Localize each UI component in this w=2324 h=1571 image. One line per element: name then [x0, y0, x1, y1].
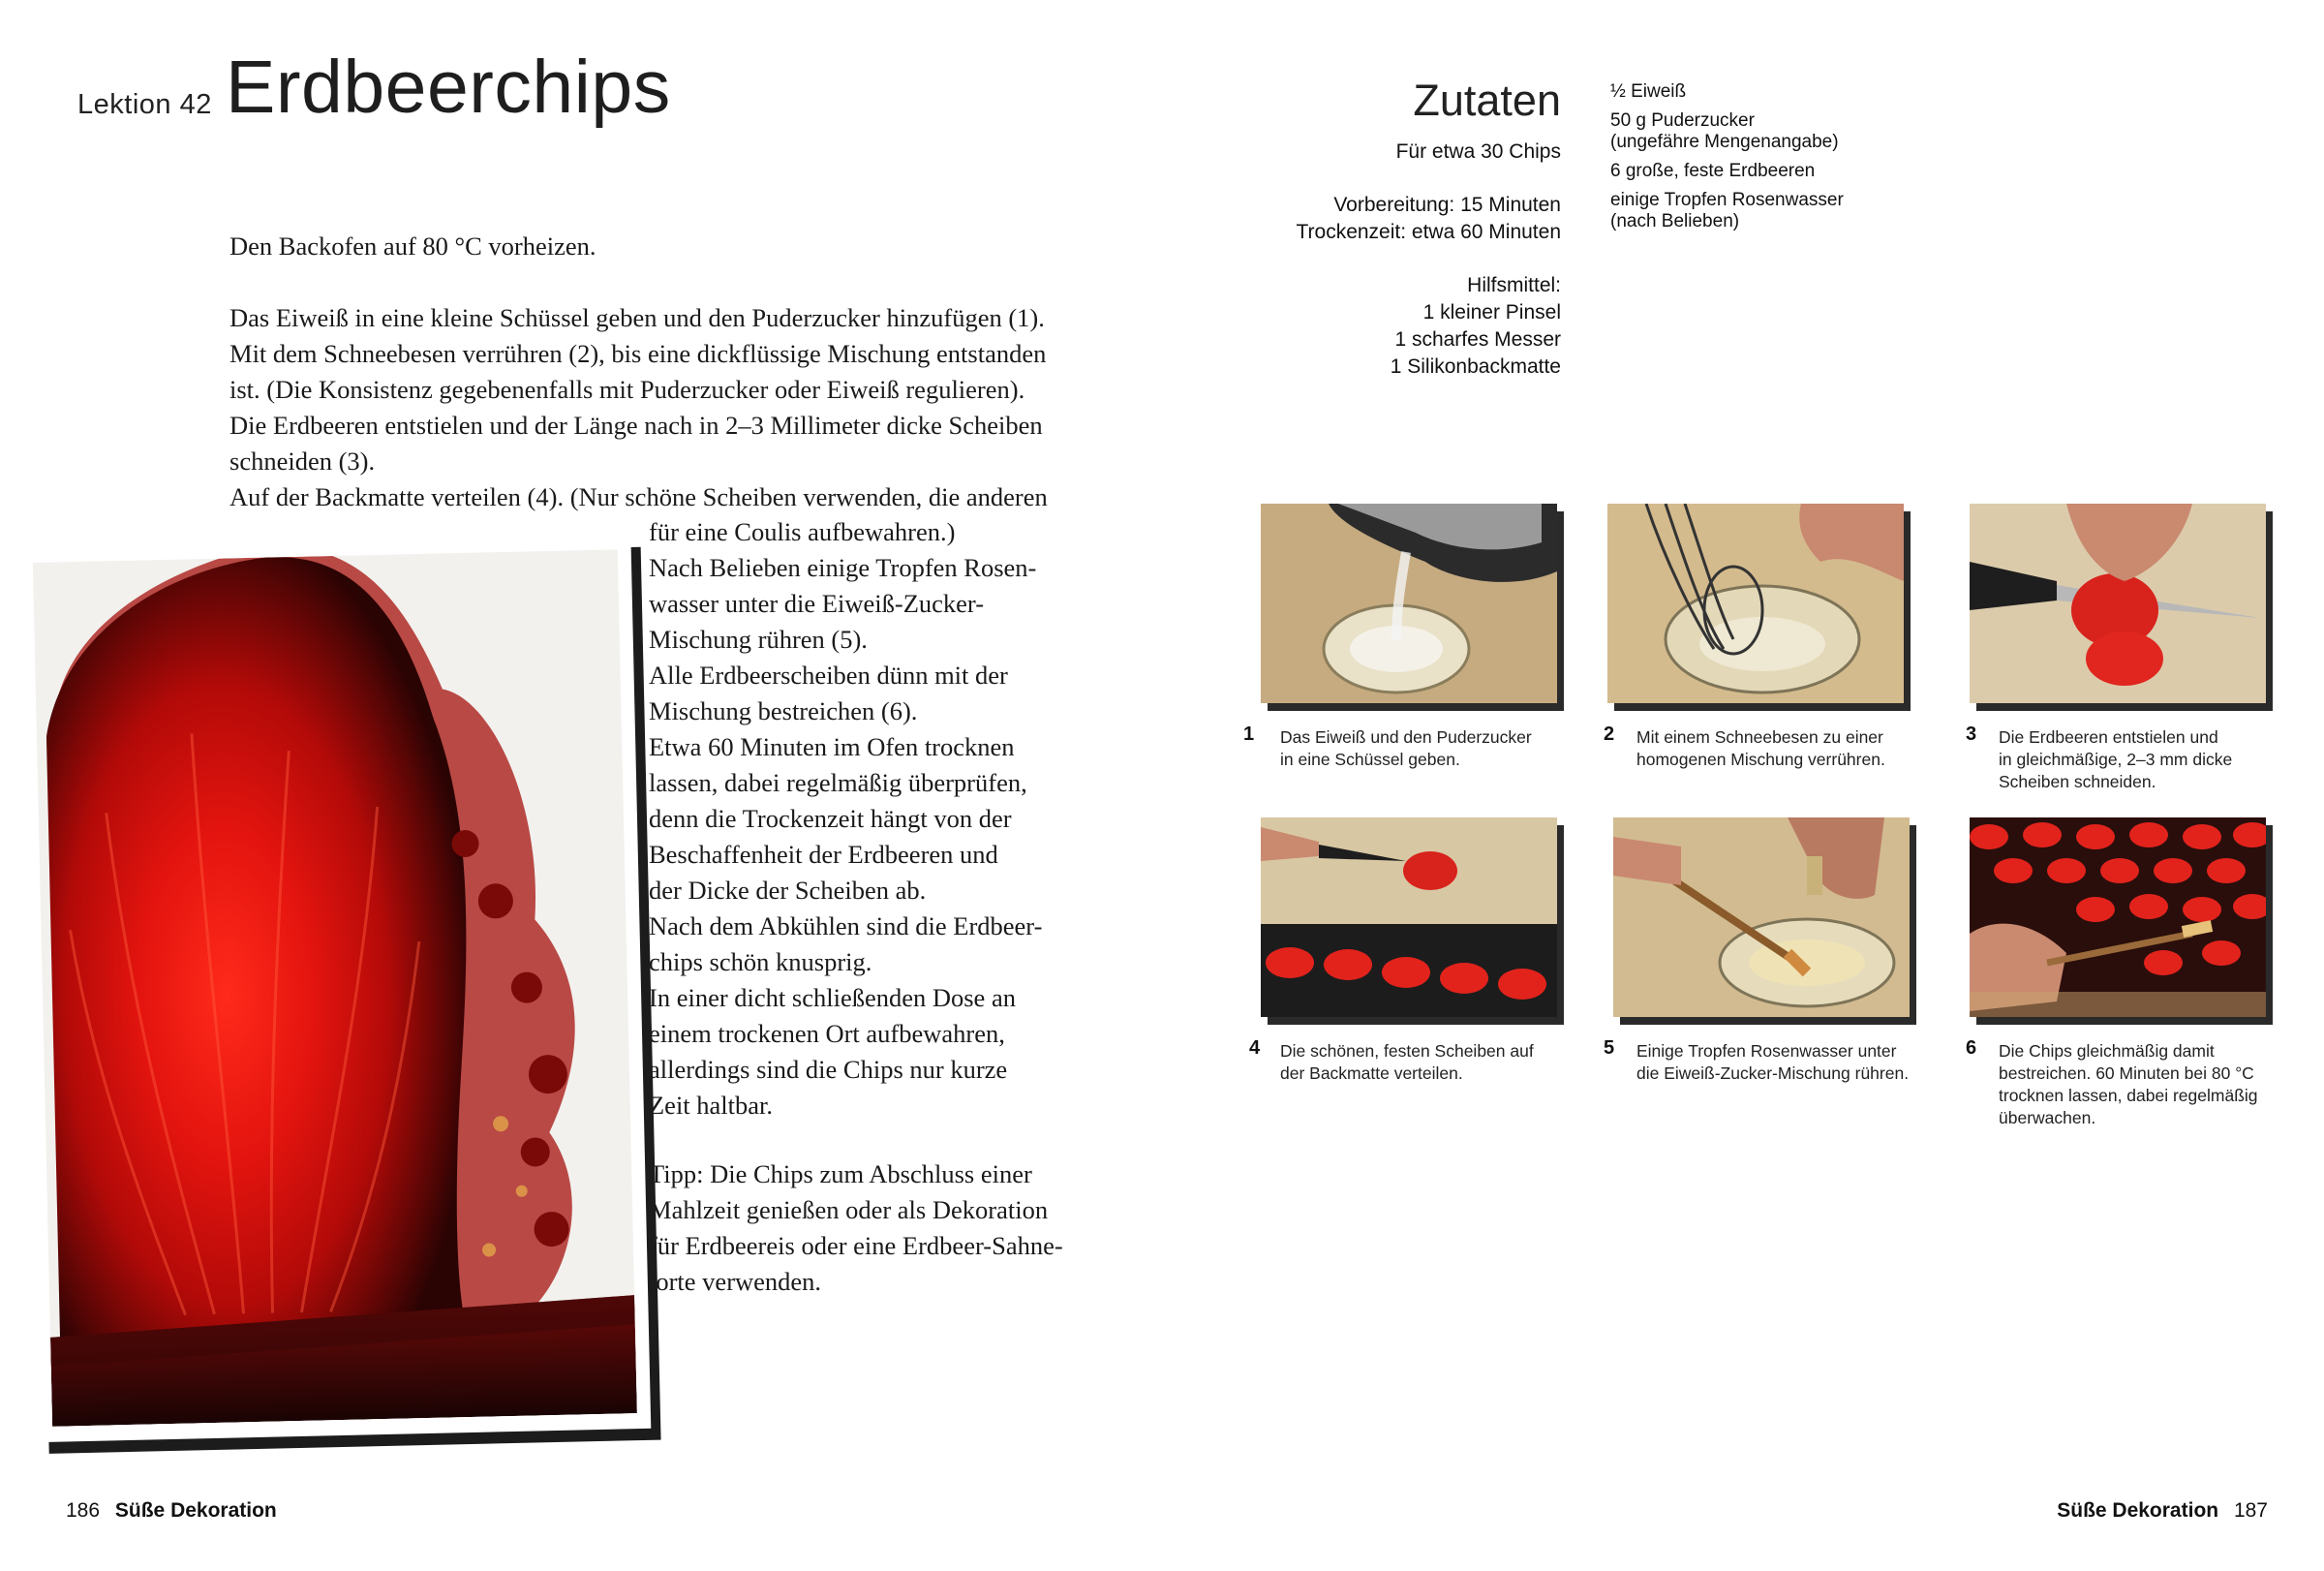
cutting-strawberry-illustration — [1970, 504, 2266, 703]
caption-line: trocknen lassen, dabei regelmäßig — [1999, 1086, 2258, 1105]
instruction-line: Etwa 60 Minuten im Ofen trocknen — [649, 732, 1015, 761]
tip-line: für Erdbeereis oder eine Erdbeer-Sahne- — [649, 1231, 1063, 1260]
caption-line: bestreichen. 60 Minuten bei 80 °C — [1999, 1063, 2254, 1083]
step-caption — [1999, 1040, 2258, 1129]
step-caption — [1636, 1040, 1909, 1085]
instructions-wide — [229, 300, 1048, 515]
instruction-line: lassen, dabei regelmäßig überprüfen, — [649, 768, 1027, 797]
recipe-yield — [1162, 139, 1561, 166]
ingredient-line: (nach Belieben) — [1610, 211, 1740, 231]
caption-line: der Backmatte verteilen. — [1280, 1063, 1463, 1083]
step-number: 2 — [1604, 724, 1615, 745]
drying-time: Trockenzeit: etwa 60 Minuten — [1296, 221, 1561, 243]
instruction-line: Nach dem Abkühlen sind die Erdbeer- — [649, 911, 1043, 940]
section-name: Süße Dekoration — [2057, 1499, 2219, 1522]
instruction-line: Mit dem Schneebesen verrühren (2), bis eine dickflüssige Mischung entstanden — [229, 339, 1047, 368]
footer-right — [2057, 1499, 2268, 1523]
ingredient-item — [1610, 110, 1844, 153]
instruction-line: In einer dicht schließenden Dose an — [649, 983, 1016, 1012]
ingredient-item — [1610, 190, 1844, 232]
tip-line: Tipp: Die Chips zum Abschluss einer — [649, 1159, 1032, 1188]
ingredient-line: 6 große, feste Erdbeeren — [1610, 161, 1816, 181]
footer-left — [66, 1499, 277, 1523]
instruction-line: für eine Coulis aufbewahren.) — [649, 517, 956, 546]
ingredient-line: (ungefähre Mengenangabe) — [1610, 132, 1839, 152]
instruction-line: denn die Trockenzeit hängt von der — [649, 804, 1012, 833]
intro-line: Den Backofen auf 80 °C vorheizen. — [229, 231, 596, 261]
caption-line: Die Chips gleichmäßig damit — [1999, 1041, 2215, 1061]
photo-image — [33, 549, 637, 1426]
instruction-line: Mischung bestreichen (6). — [649, 696, 918, 725]
instruction-line: Die Erdbeeren entstielen und der Länge nach in 2–3 Millimeter dicke Scheiben — [229, 411, 1043, 440]
slices-on-mat-illustration — [1261, 817, 1557, 1017]
instruction-line: Alle Erdbeerscheiben dünn mit der — [649, 661, 1008, 690]
strawberry-chip-photo — [19, 536, 659, 1450]
photo-frame — [19, 536, 652, 1442]
step-photo-5 — [1613, 817, 1910, 1017]
tool-item: 1 scharfes Messer — [1394, 328, 1561, 351]
instructions-narrow — [649, 514, 1042, 1124]
ingredient-line: einige Tropfen Rosenwasser — [1610, 190, 1844, 210]
step-number: 5 — [1604, 1037, 1615, 1059]
bowl-sugar-illustration — [1261, 504, 1557, 703]
whisk-illustration — [1607, 504, 1904, 703]
ingredient-line: ½ Eiweiß — [1610, 81, 1687, 102]
step-photo-3 — [1970, 504, 2266, 703]
step-photo-2 — [1607, 504, 1904, 703]
tool-item: 1 Silikonbackmatte — [1390, 355, 1561, 378]
ingredient-item — [1610, 161, 1844, 182]
strawberry-chip-illustration — [33, 549, 637, 1426]
caption-line: Die schönen, festen Scheiben auf — [1280, 1041, 1534, 1061]
page-number: 186 — [66, 1499, 101, 1522]
instruction-line: wasser unter die Eiweiß-Zucker- — [649, 589, 985, 618]
ingredients-heading: Zutaten — [1413, 76, 1561, 125]
page-title: Erdbeerchips — [226, 46, 671, 129]
instruction-line: der Dicke der Scheiben ab. — [649, 876, 927, 905]
caption-line: Scheiben schneiden. — [1999, 772, 2156, 791]
yield-text: Für etwa 30 Chips — [1395, 140, 1561, 163]
instruction-line: ist. (Die Konsistenz gegebenenfalls mit Puderzucker oder Eiweiß regulieren). — [229, 375, 1025, 404]
brushing-chips-illustration — [1970, 817, 2266, 1017]
prep-time: Vorbereitung: 15 Minuten — [1333, 194, 1561, 216]
caption-line: überwachen. — [1999, 1108, 2096, 1127]
step-number: 4 — [1249, 1037, 1261, 1059]
step-number: 3 — [1966, 724, 1977, 745]
step-caption — [1280, 726, 1532, 771]
tools-heading: Hilfsmittel: — [1467, 274, 1561, 296]
caption-line: in gleichmäßige, 2–3 mm dicke — [1999, 750, 2233, 769]
section-name: Süße Dekoration — [114, 1499, 277, 1522]
instruction-line: Beschaffenheit der Erdbeeren und — [649, 840, 998, 869]
tip-line: torte verwenden. — [649, 1267, 822, 1296]
lesson-label: Lektion 42 — [77, 89, 212, 120]
caption-line: Das Eiweiß und den Puderzucker — [1280, 727, 1532, 747]
step-caption — [1280, 1040, 1534, 1085]
step-photo-6 — [1970, 817, 2266, 1017]
recipe-times — [1162, 192, 1561, 246]
page-number: 187 — [2233, 1499, 2268, 1522]
instruction-line: Das Eiweiß in eine kleine Schüssel geben und den Puderzucker hinzufügen (1). — [229, 303, 1045, 332]
rose-water-illustration — [1613, 817, 1910, 1017]
tip-line: Mahlzeit genießen oder als Dekoration — [649, 1195, 1049, 1224]
step-caption — [1636, 726, 1885, 771]
step-number: 1 — [1243, 724, 1255, 745]
step-photo-1 — [1261, 504, 1557, 703]
instruction-line: Mischung rühren (5). — [649, 625, 868, 654]
instruction-line: schneiden (3). — [229, 447, 376, 476]
intro-text — [229, 229, 596, 264]
tools-block — [1162, 272, 1561, 381]
step-photo-4 — [1261, 817, 1557, 1017]
caption-line: in eine Schüssel geben. — [1280, 750, 1460, 769]
caption-line: die Eiweiß-Zucker-Mischung rühren. — [1636, 1063, 1910, 1083]
step-number: 6 — [1966, 1037, 1977, 1059]
caption-line: Einige Tropfen Rosenwasser unter — [1636, 1041, 1897, 1061]
tip-text — [649, 1156, 1063, 1300]
tool-item: 1 kleiner Pinsel — [1422, 301, 1561, 323]
instruction-line: Nach Belieben einige Tropfen Rosen- — [649, 553, 1037, 582]
ingredient-item — [1610, 81, 1844, 103]
ingredient-list — [1610, 81, 1844, 240]
caption-line: Die Erdbeeren entstielen und — [1999, 727, 2218, 747]
step-caption — [1999, 726, 2232, 793]
caption-line: homogenen Mischung verrühren. — [1636, 750, 1885, 769]
caption-line: Mit einem Schneebesen zu einer — [1636, 727, 1883, 747]
instruction-line: chips schön knusprig. — [649, 947, 872, 976]
ingredient-line: 50 g Puderzucker — [1610, 110, 1755, 131]
instruction-line: Auf der Backmatte verteilen (4). (Nur schöne Scheiben verwenden, die anderen — [229, 482, 1048, 511]
instruction-line: einem trockenen Ort aufbewahren, — [649, 1019, 1005, 1048]
instruction-line: Zeit haltbar. — [649, 1091, 774, 1120]
instruction-line: allerdings sind die Chips nur kurze — [649, 1055, 1008, 1084]
